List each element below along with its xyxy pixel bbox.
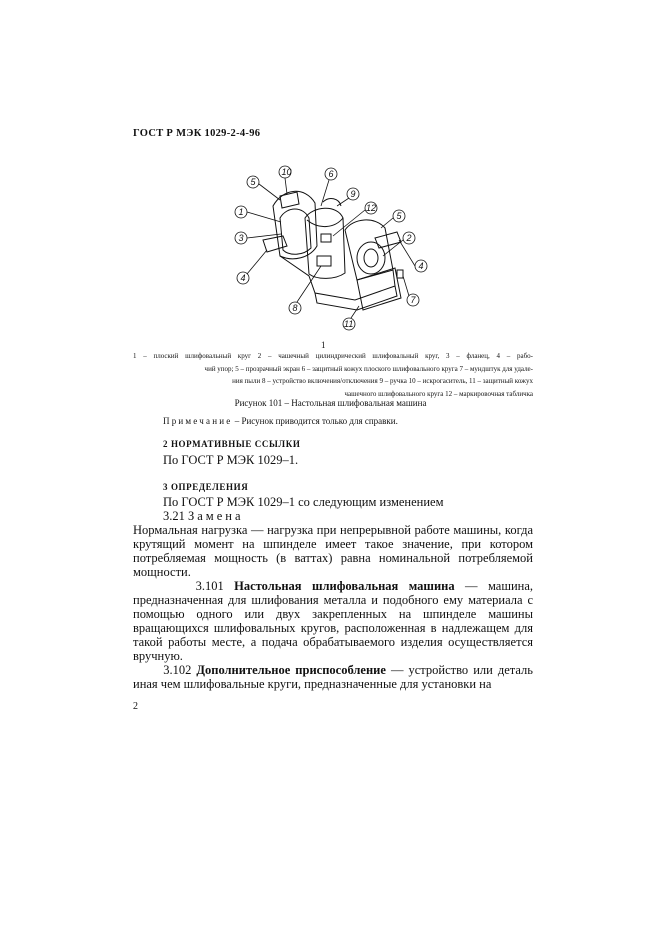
legend-line: чий упор; 5 – прозрачный экран 6 – защитный кожух плоского шлифовального круга 7 – мундштук для удале-: [204, 364, 533, 373]
figure-note: [163, 416, 398, 426]
callout-label: 5: [396, 211, 402, 221]
section-3-intro: По ГОСТ Р МЭК 1029–1 со следующим изменением: [163, 495, 444, 509]
clause-label: Замена: [188, 509, 244, 523]
section-2-heading: 2 НОРМАТИВНЫЕ ССЫЛКИ: [163, 439, 301, 449]
document-header: ГОСТ Р МЭК 1029-2-4-96: [133, 128, 261, 139]
callout-label: 7: [410, 295, 416, 305]
callout-label: 2: [406, 233, 412, 243]
callout-label: 6: [328, 169, 334, 179]
section-2-text: По ГОСТ Р МЭК 1029–1.: [163, 453, 299, 467]
figure-number: 1: [321, 340, 326, 350]
label-plate: [321, 234, 331, 242]
bench-grinder-figure: [225, 158, 435, 338]
term: Дополнительное приспособление: [196, 663, 386, 677]
right-cup-wheel: [357, 242, 385, 274]
definition-3-102: [133, 663, 533, 691]
callout-label: 5: [250, 177, 256, 187]
motor-top: [307, 218, 343, 227]
callout-label: 4: [240, 273, 246, 283]
callout-label: 11: [344, 319, 354, 329]
legend-line: чашечного шлифовального круга 12 – маркировочная табличка: [344, 389, 533, 398]
legend-line: 1 – плоский шлифовальный круг 2 – чашечный цилиндрический шлифовальный круг, 3 – фланец, 4 – рабо-: [133, 352, 533, 360]
note-label: Примечание: [163, 416, 233, 426]
legend-line: ния пыли 8 – устройство включения/отключения 9 – ручка 10 – искрогаситель, 11 – защитный кожух: [232, 377, 533, 385]
figure-caption: Рисунок 101 – Настольная шлифовальная машина: [234, 398, 427, 408]
switch: [317, 256, 331, 266]
term: Настольная шлифовальная машина: [234, 579, 455, 593]
base: [280, 256, 395, 300]
clause-number: 3.21: [163, 509, 185, 523]
page-number: 2: [133, 701, 138, 712]
callout-label: 9: [350, 189, 356, 199]
callout-label: 1: [238, 207, 244, 217]
clause-number: 3.101: [195, 579, 224, 593]
callout-label: 4: [418, 261, 424, 271]
definition-3-101: [133, 579, 533, 663]
clause-3-21: [163, 509, 244, 523]
clause-number: 3.102: [163, 663, 192, 677]
callout-label: 3: [238, 233, 244, 243]
left-shield: [280, 192, 299, 208]
figure-legend: [133, 350, 533, 400]
note-text: – Рисунок приводится только для справки.: [232, 416, 398, 426]
section-3-heading: 3 ОПРЕДЕЛЕНИЯ: [163, 482, 249, 492]
callout-label: 8: [292, 303, 298, 313]
callout-label: 10: [281, 167, 292, 177]
right-tool-rest: [375, 232, 401, 248]
dust-outlet: [397, 270, 403, 278]
definition-text: — устройство или деталь иная чем шлифовальные круги, предназначенные для установки на: [133, 663, 533, 691]
definition-normal-load: Нормальная нагрузка — нагрузка при непрерывной работе машины, когда крутящий момент на шпинделе имеет такое значение, при котором потребляемая мощность (в ваттах) равна номинальной потребляемой мощности.: [133, 523, 533, 579]
callout-label: 12: [366, 203, 377, 213]
definition-text: — машина, предназначенная для шлифования металла и подобного ему материала с помощью одного или двух закрепленных на шпинделе машины вращающихся шлифовальных кругов, расположенная в надлежащем для такой работы месте, а подача обрабатываемого изделия осуществляется вручную.: [133, 579, 534, 663]
